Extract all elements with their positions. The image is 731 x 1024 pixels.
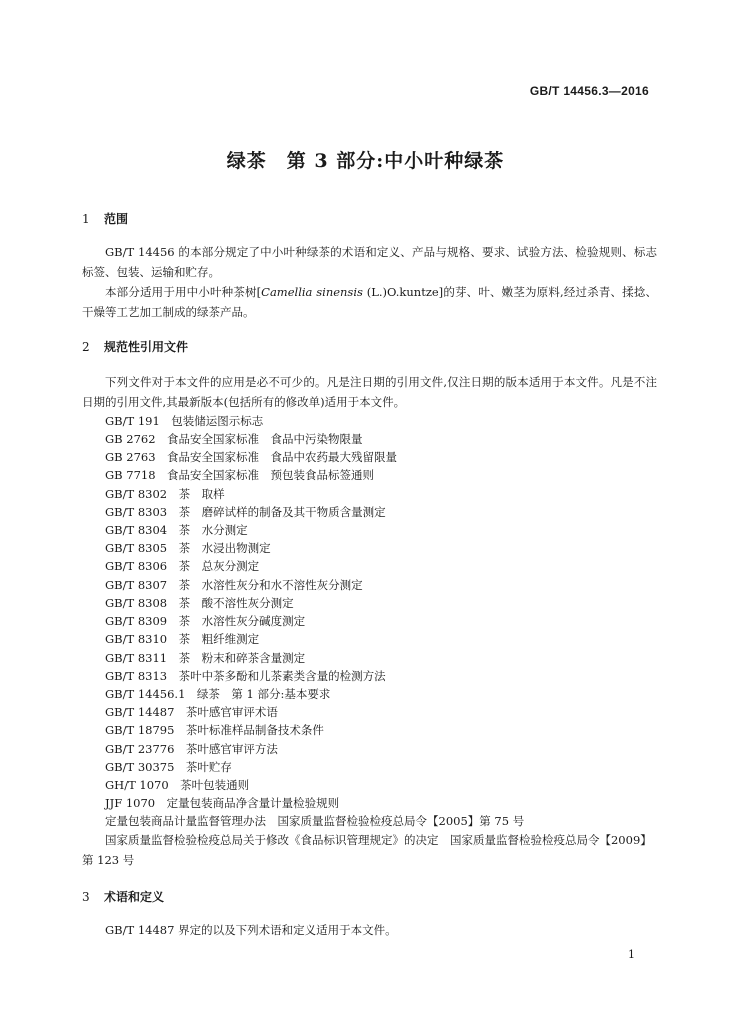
terms-paragraph: GB/T 14487 界定的以及下列术语和定义适用于本文件。 <box>105 923 397 937</box>
section-title: 规范性引用文件 <box>104 340 189 354</box>
reference-item: GB/T 8308 茶 酸不溶性灰分测定 <box>105 596 294 610</box>
reference-item-wrapped: 国家质量监督检验检疫总局关于修改《食品标识管理规定》的决定 国家质量监督检验检疫总局令【2009】第 123 号 <box>82 833 652 867</box>
reference-item: GB/T 18795 茶叶标准样品制备技术条件 <box>105 723 324 737</box>
reference-item: GB/T 8313 茶叶中茶多酚和儿茶素类含量的检测方法 <box>105 669 386 683</box>
reference-item: GB/T 8305 茶 水浸出物测定 <box>105 541 271 555</box>
reference-item: GB/T 14487 茶叶感官审评术语 <box>105 705 278 719</box>
reference-item: JJF 1070 定量包装商品净含量计量检验规则 <box>105 796 340 810</box>
reference-item: GB/T 30375 茶叶贮存 <box>105 760 232 774</box>
reference-item: GB/T 8310 茶 粗纤维测定 <box>105 632 260 646</box>
reference-item: GH/T 1070 茶叶包装通则 <box>105 778 250 792</box>
section-3-heading <box>82 888 164 905</box>
section-title: 术语和定义 <box>104 890 165 904</box>
section-2-heading <box>82 338 188 355</box>
reference-item: GB/T 8302 茶 取样 <box>105 487 225 501</box>
document-title: 绿茶 第 3 部分:中小叶种绿茶 <box>226 150 505 172</box>
reference-item: GB/T 8311 茶 粉末和碎茶含量测定 <box>105 651 306 665</box>
reference-item: GB/T 23776 茶叶感官审评方法 <box>105 742 278 756</box>
scope-p2-after: (L.)O.kuntze]的芽、叶、嫩茎为原料,经过杀青、揉捻、干燥等工艺加工制成的绿茶产品。 <box>82 285 657 319</box>
reference-item: GB/T 8303 茶 磨碎试样的制备及其干物质含量测定 <box>105 505 386 519</box>
section-title: 范围 <box>104 212 129 226</box>
page-number: 1 <box>628 948 635 961</box>
reference-item: GB/T 191 包装储运图示标志 <box>105 414 264 428</box>
section-number: 3 <box>82 890 90 904</box>
reference-item: GB/T 8304 茶 水分测定 <box>105 523 248 537</box>
reference-item: 定量包装商品计量监督管理办法 国家质量监督检验检疫总局令【2005】第 75 号 <box>105 814 525 828</box>
section-1-heading <box>82 210 128 227</box>
reference-item: GB 2762 食品安全国家标准 食品中污染物限量 <box>105 432 363 446</box>
reference-item: GB 7718 食品安全国家标准 预包装食品标签通则 <box>105 468 375 482</box>
section-number: 1 <box>82 212 90 226</box>
references-intro: 下列文件对于本文件的应用是必不可少的。凡是注日期的引用文件,仅注日期的版本适用于本文件。凡是不注日期的引用文件,其最新版本(包括所有的修改单)适用于本文件。 <box>82 375 657 409</box>
scope-paragraph-2 <box>82 282 657 322</box>
section-number: 2 <box>82 340 90 354</box>
reference-item: GB/T 8307 茶 水溶性灰分和水不溶性灰分测定 <box>105 578 363 592</box>
scope-p2-before: 本部分适用于用中小叶种茶树[ <box>105 285 262 299</box>
scope-paragraph-1: GB/T 14456 的本部分规定了中小叶种绿茶的术语和定义、产品与规格、要求、试验方法、检验规则、标志标签、包装、运输和贮存。 <box>82 245 657 279</box>
reference-item: GB/T 8309 茶 水溶性灰分碱度测定 <box>105 614 306 628</box>
reference-item: GB/T 8306 茶 总灰分测定 <box>105 559 260 573</box>
standard-code: GB/T 14456.3—2016 <box>529 84 649 98</box>
reference-item: GB 2763 食品安全国家标准 食品中农药最大残留限量 <box>105 450 398 464</box>
scientific-name: Camellia sinensis <box>261 285 363 299</box>
reference-item: GB/T 14456.1 绿茶 第 1 部分:基本要求 <box>105 687 331 701</box>
